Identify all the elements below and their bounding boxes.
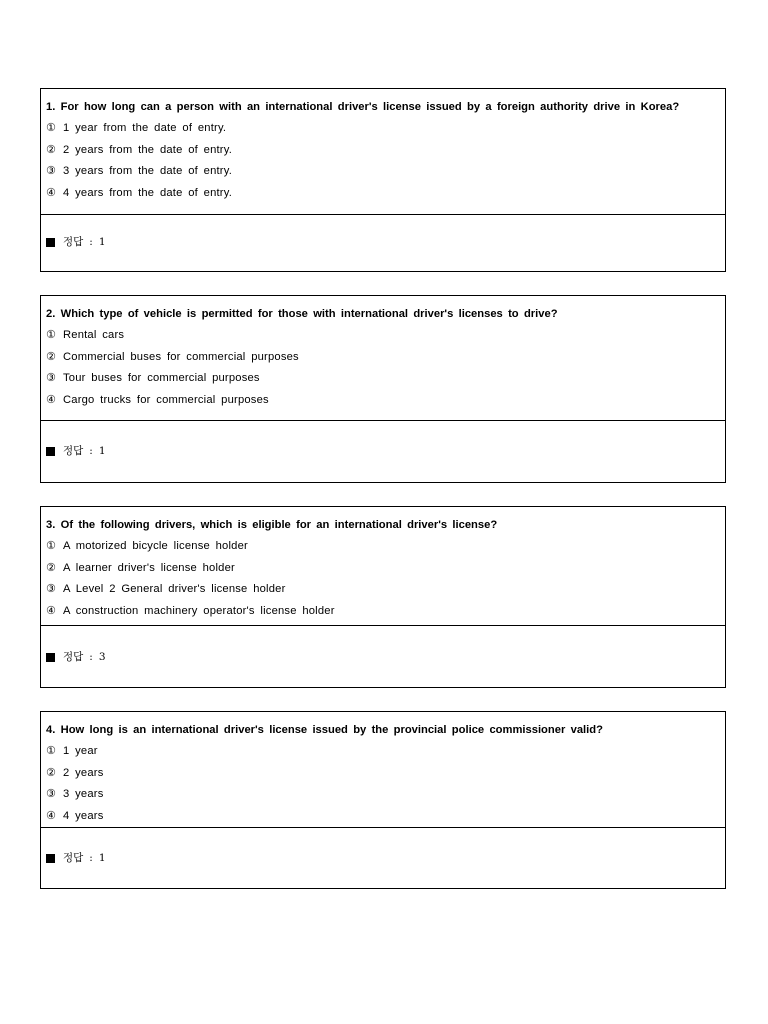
question-body: [41, 507, 725, 626]
option-text: A learner driver's license holder: [63, 561, 235, 574]
option-2: [46, 143, 725, 165]
square-bullet-icon: [46, 238, 55, 247]
option-2: [46, 766, 725, 788]
option-number: ③: [46, 582, 56, 595]
option-number: ②: [46, 560, 56, 574]
answer-value: 1: [98, 852, 106, 864]
square-bullet-icon: [46, 447, 55, 456]
option-2: [46, 561, 725, 583]
option-2: [46, 350, 725, 372]
option-1: [46, 121, 725, 143]
option-4: [46, 809, 725, 831]
option-number: ④: [46, 808, 56, 822]
option-4: [46, 604, 725, 626]
option-text: Rental cars: [63, 329, 125, 341]
question-text: 3. Of the following drivers, which is eligible for an international driver's license?: [46, 519, 498, 531]
option-3: [46, 164, 725, 186]
option-text: 4 years from the date of entry.: [63, 186, 233, 199]
option-1: [46, 539, 725, 561]
option-text: Commercial buses for commercial purposes: [63, 350, 299, 363]
square-bullet-icon: [46, 653, 55, 662]
option-number: ④: [46, 185, 56, 199]
answer-value: 1: [98, 445, 106, 457]
option-number: ②: [46, 765, 56, 779]
option-number: ④: [46, 603, 56, 617]
answer-label: 정답: [63, 236, 84, 248]
question-text: 1. For how long can a person with an international driver's license issued by a foreign authority drive in Korea?: [46, 101, 680, 113]
answer-row: [46, 650, 106, 664]
option-3: [46, 787, 725, 809]
question-card-4: [40, 711, 726, 889]
option-4: [46, 186, 725, 208]
question-card-2: [40, 295, 726, 483]
option-number: ②: [46, 142, 56, 156]
option-number: ③: [46, 787, 56, 800]
answer-row: [46, 235, 106, 249]
square-bullet-icon: [46, 854, 55, 863]
question-body: [41, 296, 725, 421]
answer-row: [46, 851, 106, 865]
option-text: 2 years: [63, 766, 104, 779]
option-text: Cargo trucks for commercial purposes: [63, 393, 269, 406]
answer-separator: :: [89, 651, 93, 663]
option-text: 2 years from the date of entry.: [63, 143, 233, 156]
option-number: ①: [46, 121, 56, 134]
option-text: A construction machinery operator's license holder: [63, 604, 335, 617]
option-text: 3 years: [63, 788, 104, 800]
question-body: [41, 712, 725, 828]
option-number: ①: [46, 539, 56, 552]
option-text: 3 years from the date of entry.: [63, 165, 233, 177]
option-1: [46, 744, 725, 766]
answer-separator: :: [89, 445, 93, 457]
answer-row: [46, 444, 106, 458]
option-3: [46, 371, 725, 393]
option-text: 4 years: [63, 809, 104, 822]
option-number: ④: [46, 392, 56, 406]
answer-label: 정답: [63, 445, 84, 457]
answer-label: 정답: [63, 852, 84, 864]
option-number: ①: [46, 328, 56, 341]
option-3: [46, 582, 725, 604]
option-number: ③: [46, 371, 56, 384]
option-text: Tour buses for commercial purposes: [63, 372, 260, 384]
option-text: 1 year: [63, 745, 98, 757]
answer-label: 정답: [63, 651, 84, 663]
option-number: ①: [46, 744, 56, 757]
answer-value: 3: [98, 651, 106, 663]
question-text: 2. Which type of vehicle is permitted for those with international driver's licenses to drive?: [46, 308, 558, 320]
answer-separator: :: [89, 852, 93, 864]
option-1: [46, 328, 725, 350]
option-number: ③: [46, 164, 56, 177]
option-text: A motorized bicycle license holder: [63, 540, 248, 552]
answer-value: 1: [98, 236, 106, 248]
option-number: ②: [46, 349, 56, 363]
question-card-3: [40, 506, 726, 688]
option-text: A Level 2 General driver's license holder: [63, 583, 286, 595]
question-text: 4. How long is an international driver's license issued by the provincial police commissioner valid?: [46, 724, 603, 736]
option-text: 1 year from the date of entry.: [63, 122, 227, 134]
option-4: [46, 393, 725, 415]
answer-separator: :: [89, 236, 93, 248]
question-card-1: [40, 88, 726, 272]
question-body: [41, 89, 725, 215]
